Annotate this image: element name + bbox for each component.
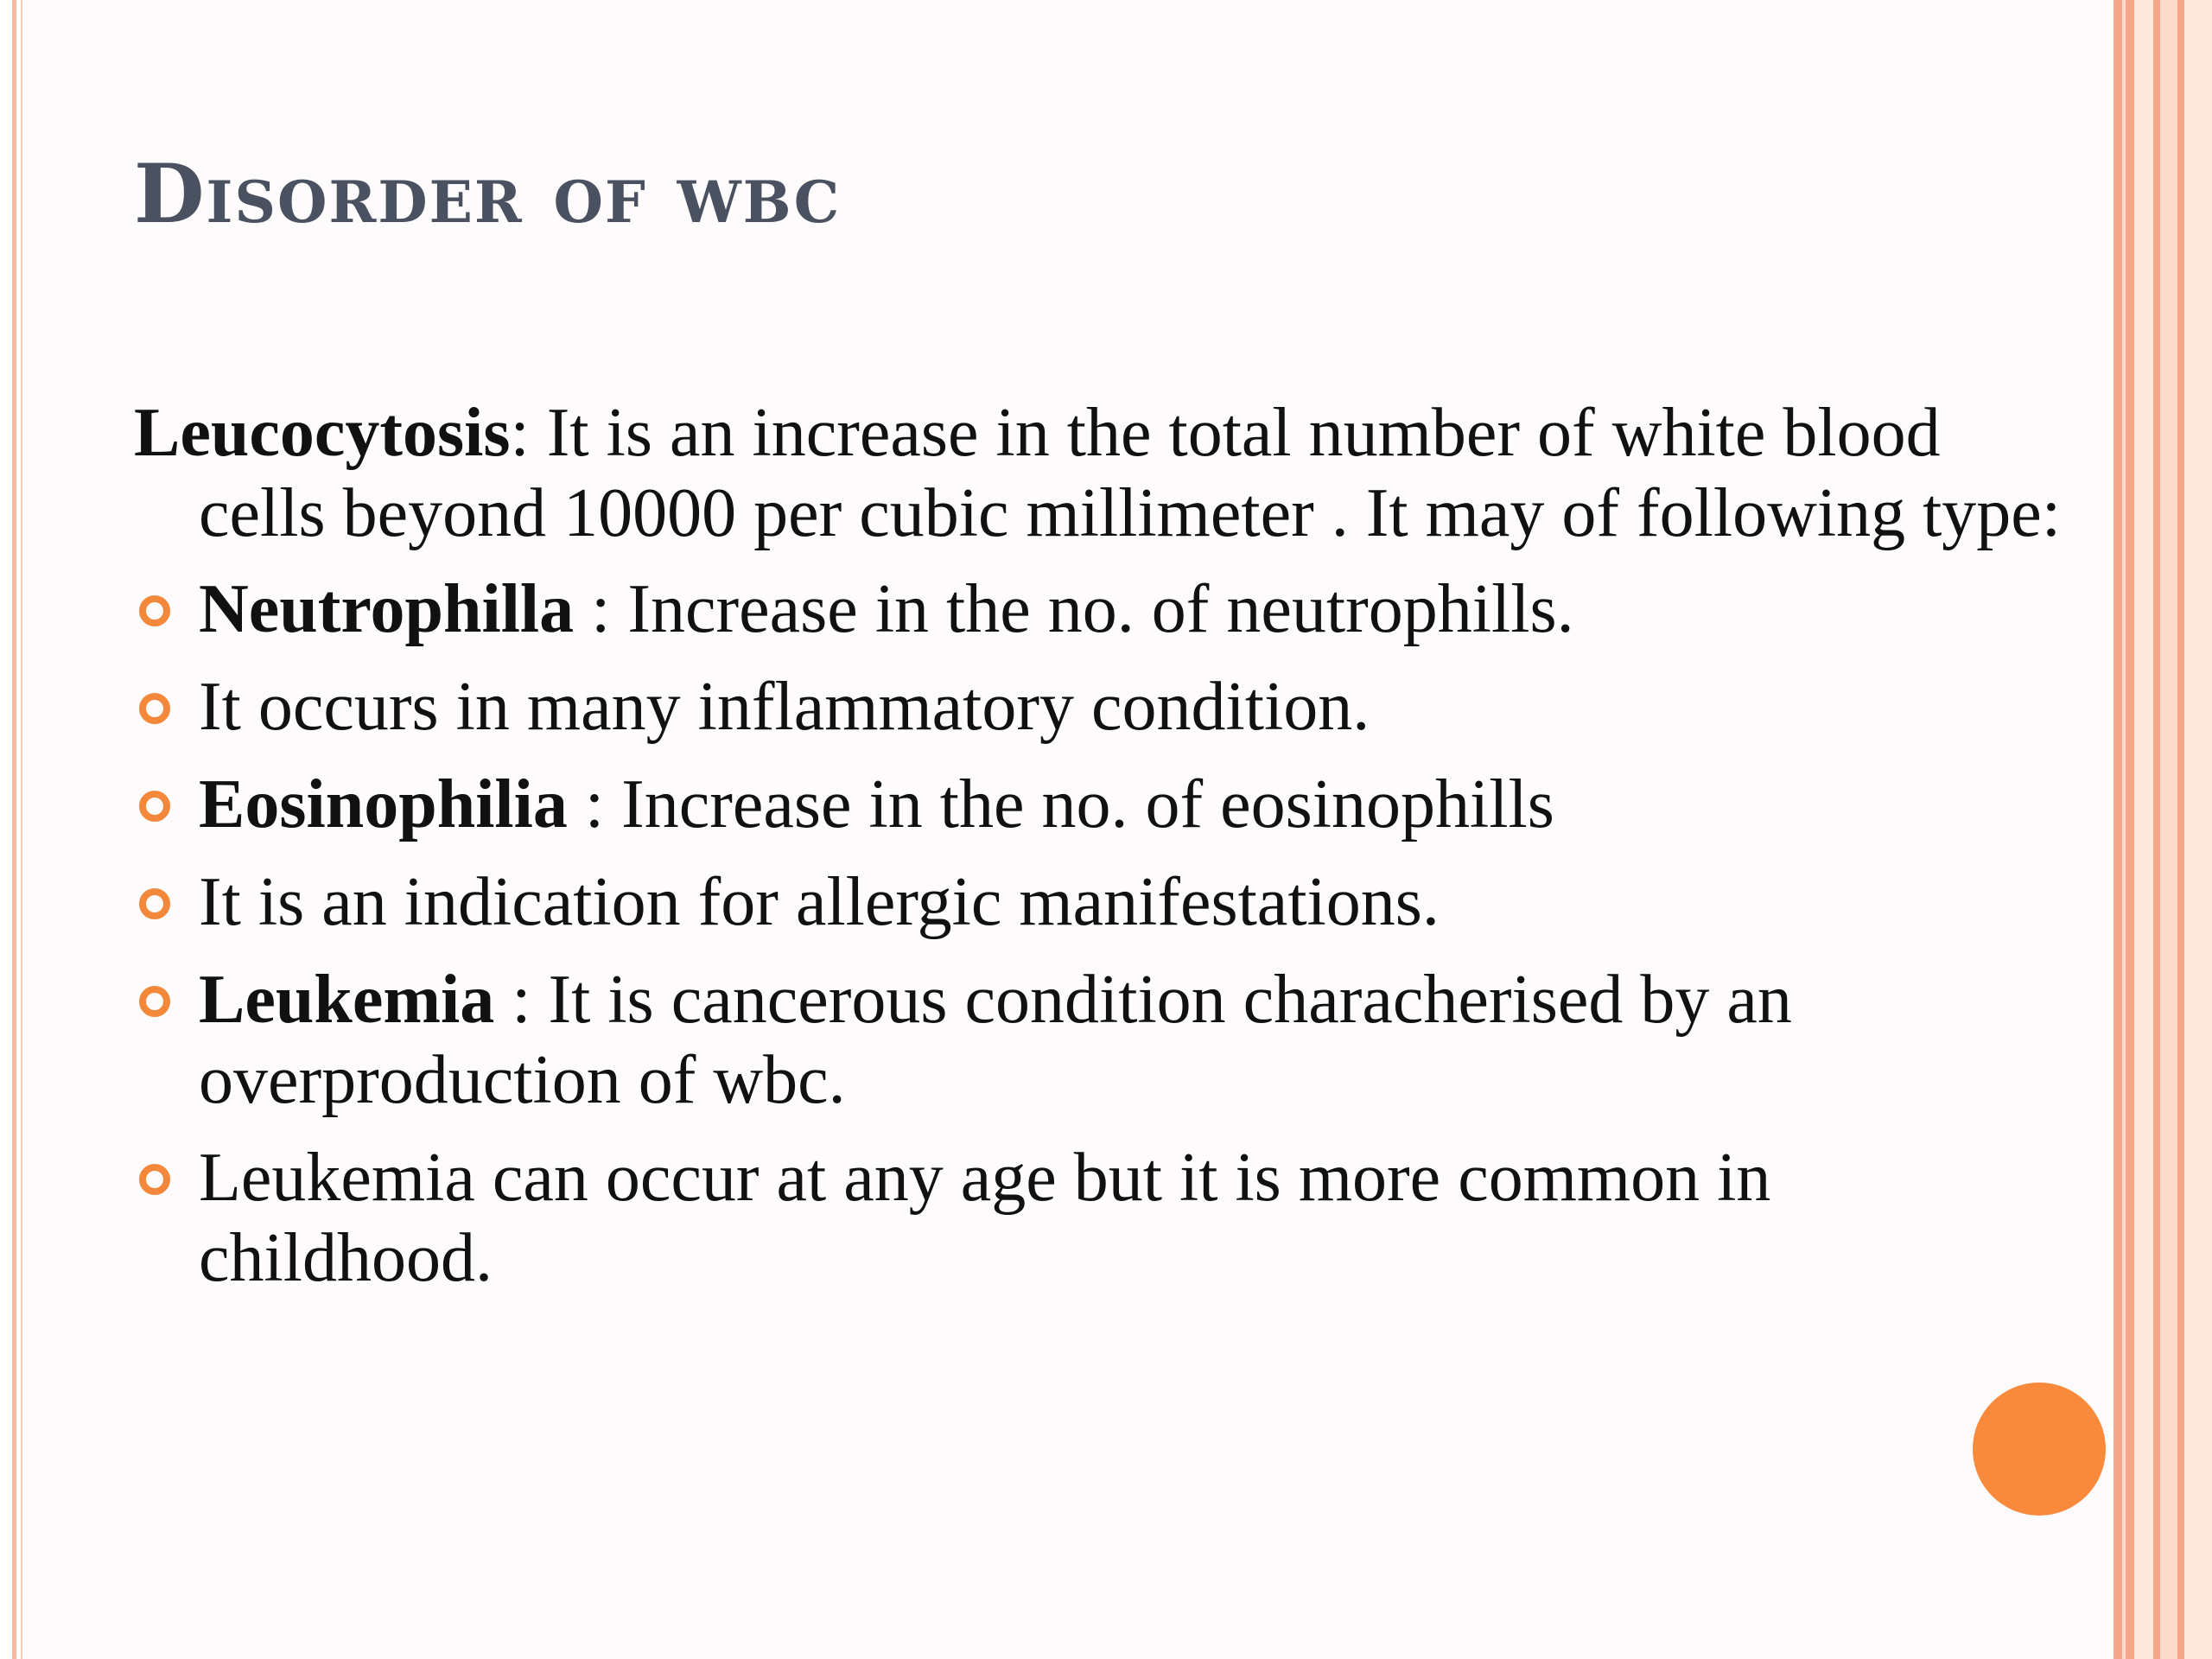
ring-bullet-icon [139, 791, 170, 822]
right-decorative-stripes [2113, 0, 2212, 1659]
ring-bullet-icon [139, 888, 170, 919]
bullet-item [134, 667, 2069, 747]
ring-bullet-icon [139, 986, 170, 1017]
stripe [2153, 0, 2160, 1659]
bullet-term: Leukemia [199, 962, 495, 1038]
ring-bullet-icon [139, 1164, 170, 1195]
stripe [2126, 0, 2134, 1659]
orange-circle-decoration [1973, 1382, 2106, 1516]
bullet-item [134, 765, 2069, 845]
stripe [2177, 0, 2184, 1659]
stripe [2134, 0, 2153, 1659]
bullet-item [134, 960, 2069, 1121]
bullet-text: It is an indication for allergic manifestations. [199, 864, 1440, 940]
ring-bullet-icon [139, 595, 170, 626]
stripe [2113, 0, 2122, 1659]
bullet-item [134, 1138, 2069, 1299]
stripe [2184, 0, 2212, 1659]
bullet-text: : Increase in the no. of eosinophills [567, 766, 1554, 842]
bullet-term: Neutrophilla [199, 571, 575, 647]
bullet-text: Leukemia can occur at any age but it is more common in childhood. [199, 1140, 1771, 1296]
intro-text: : It is an increase in the total number of white blood cells beyond 10000 per cubic millimeter . It may of following type: [199, 395, 2062, 551]
bullet-item [134, 569, 2069, 650]
ring-bullet-icon [139, 693, 170, 724]
slide-body [134, 393, 2069, 1316]
slide-title: Disorder of wbc [134, 147, 842, 242]
stripe [2160, 0, 2177, 1659]
bullet-list [134, 569, 2069, 1299]
left-border-line-inner [21, 0, 22, 1659]
intro-term: Leucocytosis [134, 395, 511, 471]
intro-paragraph [134, 393, 2069, 554]
bullet-term: Eosinophilia [199, 766, 568, 842]
bullet-text: It occurs in many inflammatory condition. [199, 669, 1370, 745]
bullet-text: : Increase in the no. of neutrophills. [574, 571, 1574, 647]
bullet-text: : It is cancerous condition characherised by an overproduction of wbc. [199, 962, 1792, 1118]
bullet-item [134, 862, 2069, 943]
left-border-line [12, 0, 16, 1659]
